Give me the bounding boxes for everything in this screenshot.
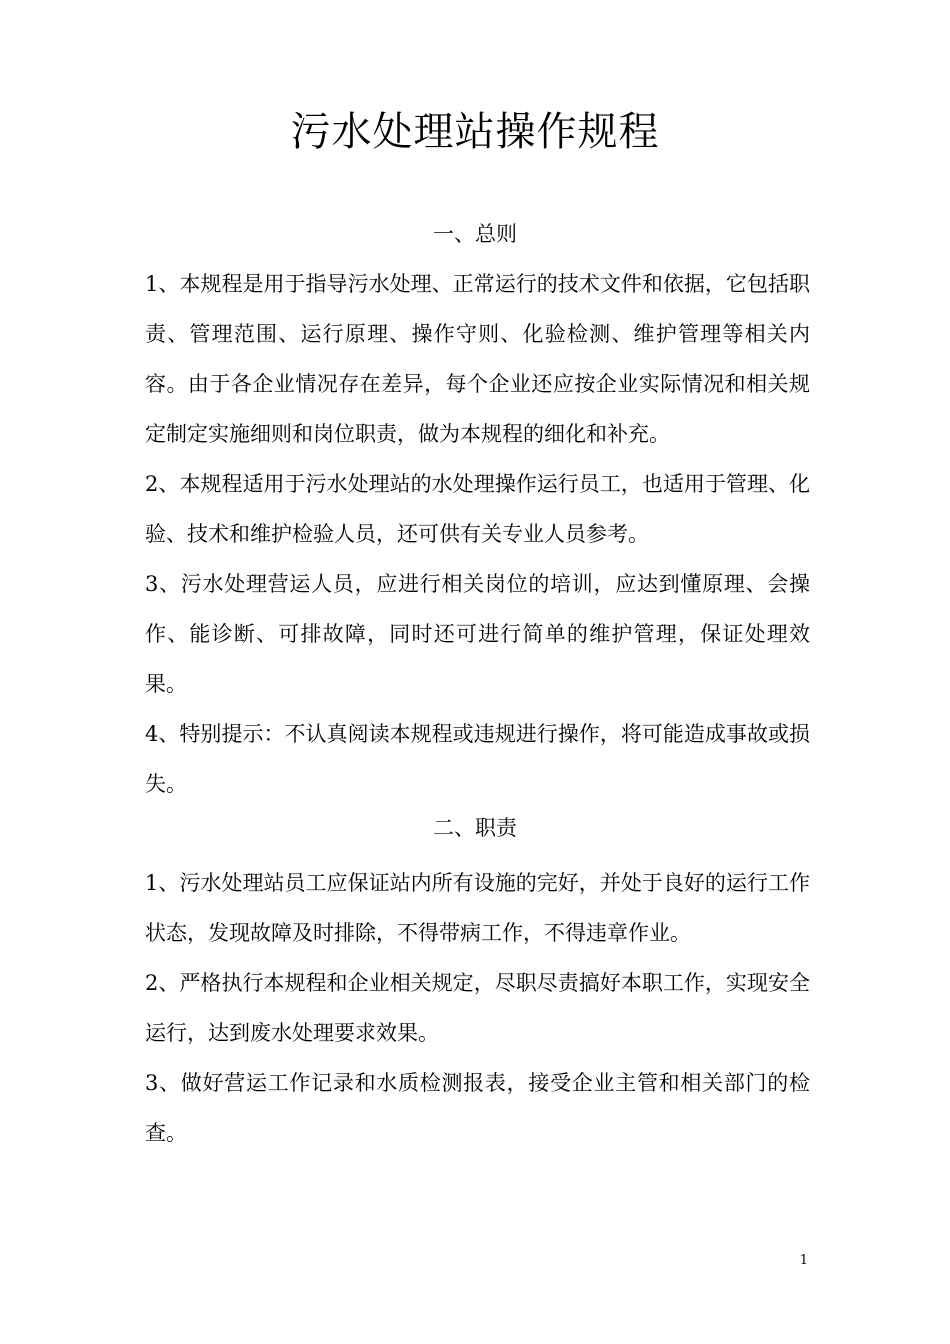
page-number: 1	[799, 1253, 808, 1268]
paragraph-general-4: 4、特别提示：不认真阅读本规程或违规进行操作，将可能造成事故或损失。	[145, 722, 810, 796]
document-title: 污水处理站操作规程	[290, 109, 660, 155]
paragraph-duties-3: 3、做好营运工作记录和水质检测报表，接受企业主管和相关部门的检查。	[145, 1071, 810, 1145]
paragraph-general-2: 2、本规程适用于污水处理站的水处理操作运行员工，也适用于管理、化验、技术和维护检验人员，还可供有关专业人员参考。	[145, 472, 810, 546]
paragraph-general-1: 1、本规程是用于指导污水处理、正常运行的技术文件和依据，它包括职责、管理范围、运行原理、操作守则、化验检测、维护管理等相关内容。由于各企业情况存在差异，每个企业还应按企业实际情况和相关规定制定实施细则和岗位职责，做为本规程的细化和补充。	[145, 272, 810, 446]
paragraph-duties-2: 2、严格执行本规程和企业相关规定，尽职尽责搞好本职工作，实现安全运行，达到废水处理要求效果。	[145, 971, 810, 1045]
section-heading-general: 一、总则	[433, 222, 517, 246]
section-heading-duties: 二、职责	[433, 816, 517, 840]
paragraph-general-3: 3、污水处理营运人员，应进行相关岗位的培训，应达到懂原理、会操作、能诊断、可排故障，同时还可进行简单的维护管理，保证处理效果。	[145, 572, 810, 696]
paragraph-duties-1: 1、污水处理站员工应保证站内所有设施的完好，并处于良好的运行工作状态，发现故障及时排除，不得带病工作，不得违章作业。	[145, 871, 810, 945]
